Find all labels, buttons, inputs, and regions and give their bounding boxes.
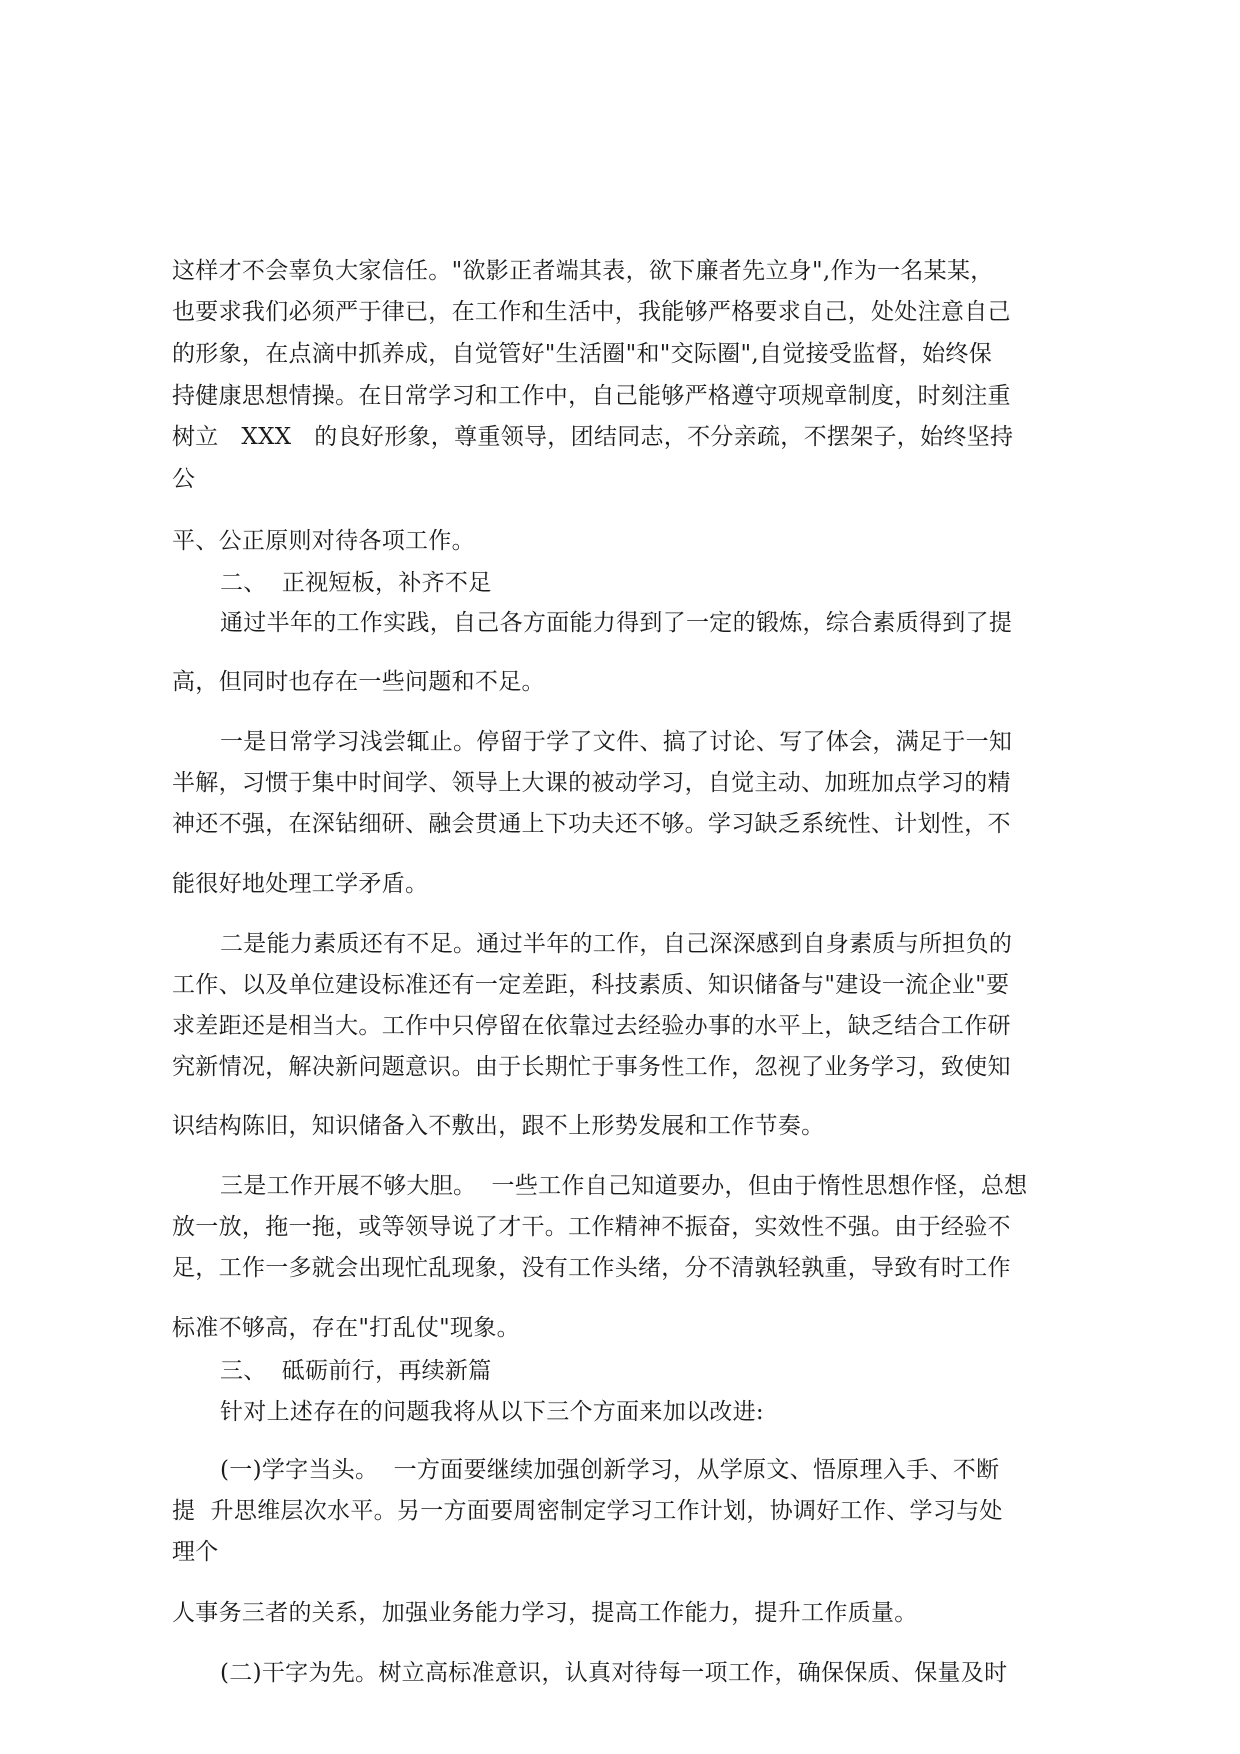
paragraph-line: 的形象，在点滴中抓养成，自觉管好"生活圈"和"交际圈",自觉接受监督，始终保 — [172, 341, 993, 367]
paragraph-line: 标准不够高，存在"打乱仗"现象。 — [172, 1315, 520, 1341]
paragraph-line: 针对上述存在的问题我将从以下三个方面来加以改进: — [220, 1399, 764, 1425]
paragraph-line: 工作、以及单位建设标准还有一定差距，科技素质、知识储备与"建设一流企业"要 — [172, 972, 1010, 998]
section-heading: 三、 砥砺前行，再续新篇 — [220, 1358, 492, 1384]
paragraph-line: 能很好地处理工学矛盾。 — [172, 871, 429, 897]
paragraph-line: 树立 XXX 的良好形象，尊重领导，团结同志，不分亲疏，不摆架子，始终坚持 — [172, 424, 1014, 450]
paragraph-line: 二是能力素质还有不足。通过半年的工作，自己深深感到自身素质与所担负的 — [220, 931, 1013, 957]
paragraph-line: 求差距还是相当大。工作中只停留在依靠过去经验办事的水平上，缺乏结合工作研 — [172, 1013, 1011, 1039]
paragraph-line: 人事务三者的关系，加强业务能力学习，提高工作能力，提升工作质量。 — [172, 1600, 918, 1626]
paragraph-line: 半解，习惯于集中时间学、领导上大课的被动学习，自觉主动、加班加点学习的精 — [172, 770, 1011, 796]
paragraph-line: 持健康思想情操。在日常学习和工作中，自己能够严格遵守项规章制度，时刻注重 — [172, 383, 1011, 409]
paragraph-line: 三是工作开展不够大胆。 一些工作自己知道要办，但由于惰性思想作怪，总想 — [220, 1173, 1028, 1199]
paragraph-line: 神还不强，在深钻细研、融会贯通上下功夫还不够。学习缺乏系统性、计划性，不 — [172, 811, 1011, 837]
paragraph-line: 究新情况，解决新问题意识。由于长期忙于事务性工作，忽视了业务学习，致使知 — [172, 1054, 1011, 1080]
paragraph-line: 公 — [172, 466, 196, 492]
paragraph-line: 这样才不会辜负大家信任。"欲影正者端其表，欲下廉者先立身",作为一名某某， — [172, 258, 994, 284]
section-heading: 二、 正视短板，补齐不足 — [220, 570, 492, 596]
paragraph-line: 理个 — [172, 1539, 219, 1565]
paragraph-line: 放一放，拖一拖，或等领导说了才干。工作精神不振奋，实效性不强。由于经验不 — [172, 1214, 1011, 1240]
paragraph-line: 也要求我们必须严于律已，在工作和生活中，我能够严格要求自己，处处注意自己 — [172, 299, 1011, 325]
paragraph-line: 平、公正原则对待各项工作。 — [172, 528, 475, 554]
paragraph-line: 足，工作一多就会出现忙乱现象，没有工作头绪，分不清孰轻孰重，导致有时工作 — [172, 1255, 1011, 1281]
paragraph-line: 高，但同时也存在一些问题和不足。 — [172, 669, 545, 695]
paragraph-line: 提 升思维层次水平。另一方面要周密制定学习工作计划，协调好工作、学习与处 — [172, 1498, 1003, 1524]
paragraph-line: 一是日常学习浅尝辄止。停留于学了文件、搞了讨论、写了体会，满足于一知 — [220, 729, 1013, 755]
paragraph-line: 通过半年的工作实践，自己各方面能力得到了一定的锻炼，综合素质得到了提 — [220, 610, 1013, 636]
paragraph-line: 识结构陈旧，知识储备入不敷出，跟不上形势发展和工作节奏。 — [172, 1113, 825, 1139]
paragraph-line: (二)干字为先。树立高标准意识，认真对待每一项工作，确保保质、保量及时 — [220, 1660, 1008, 1686]
paragraph-line: (一)学字当头。 一方面要继续加强创新学习，从学原文、悟原理入手、不断 — [220, 1457, 1000, 1483]
